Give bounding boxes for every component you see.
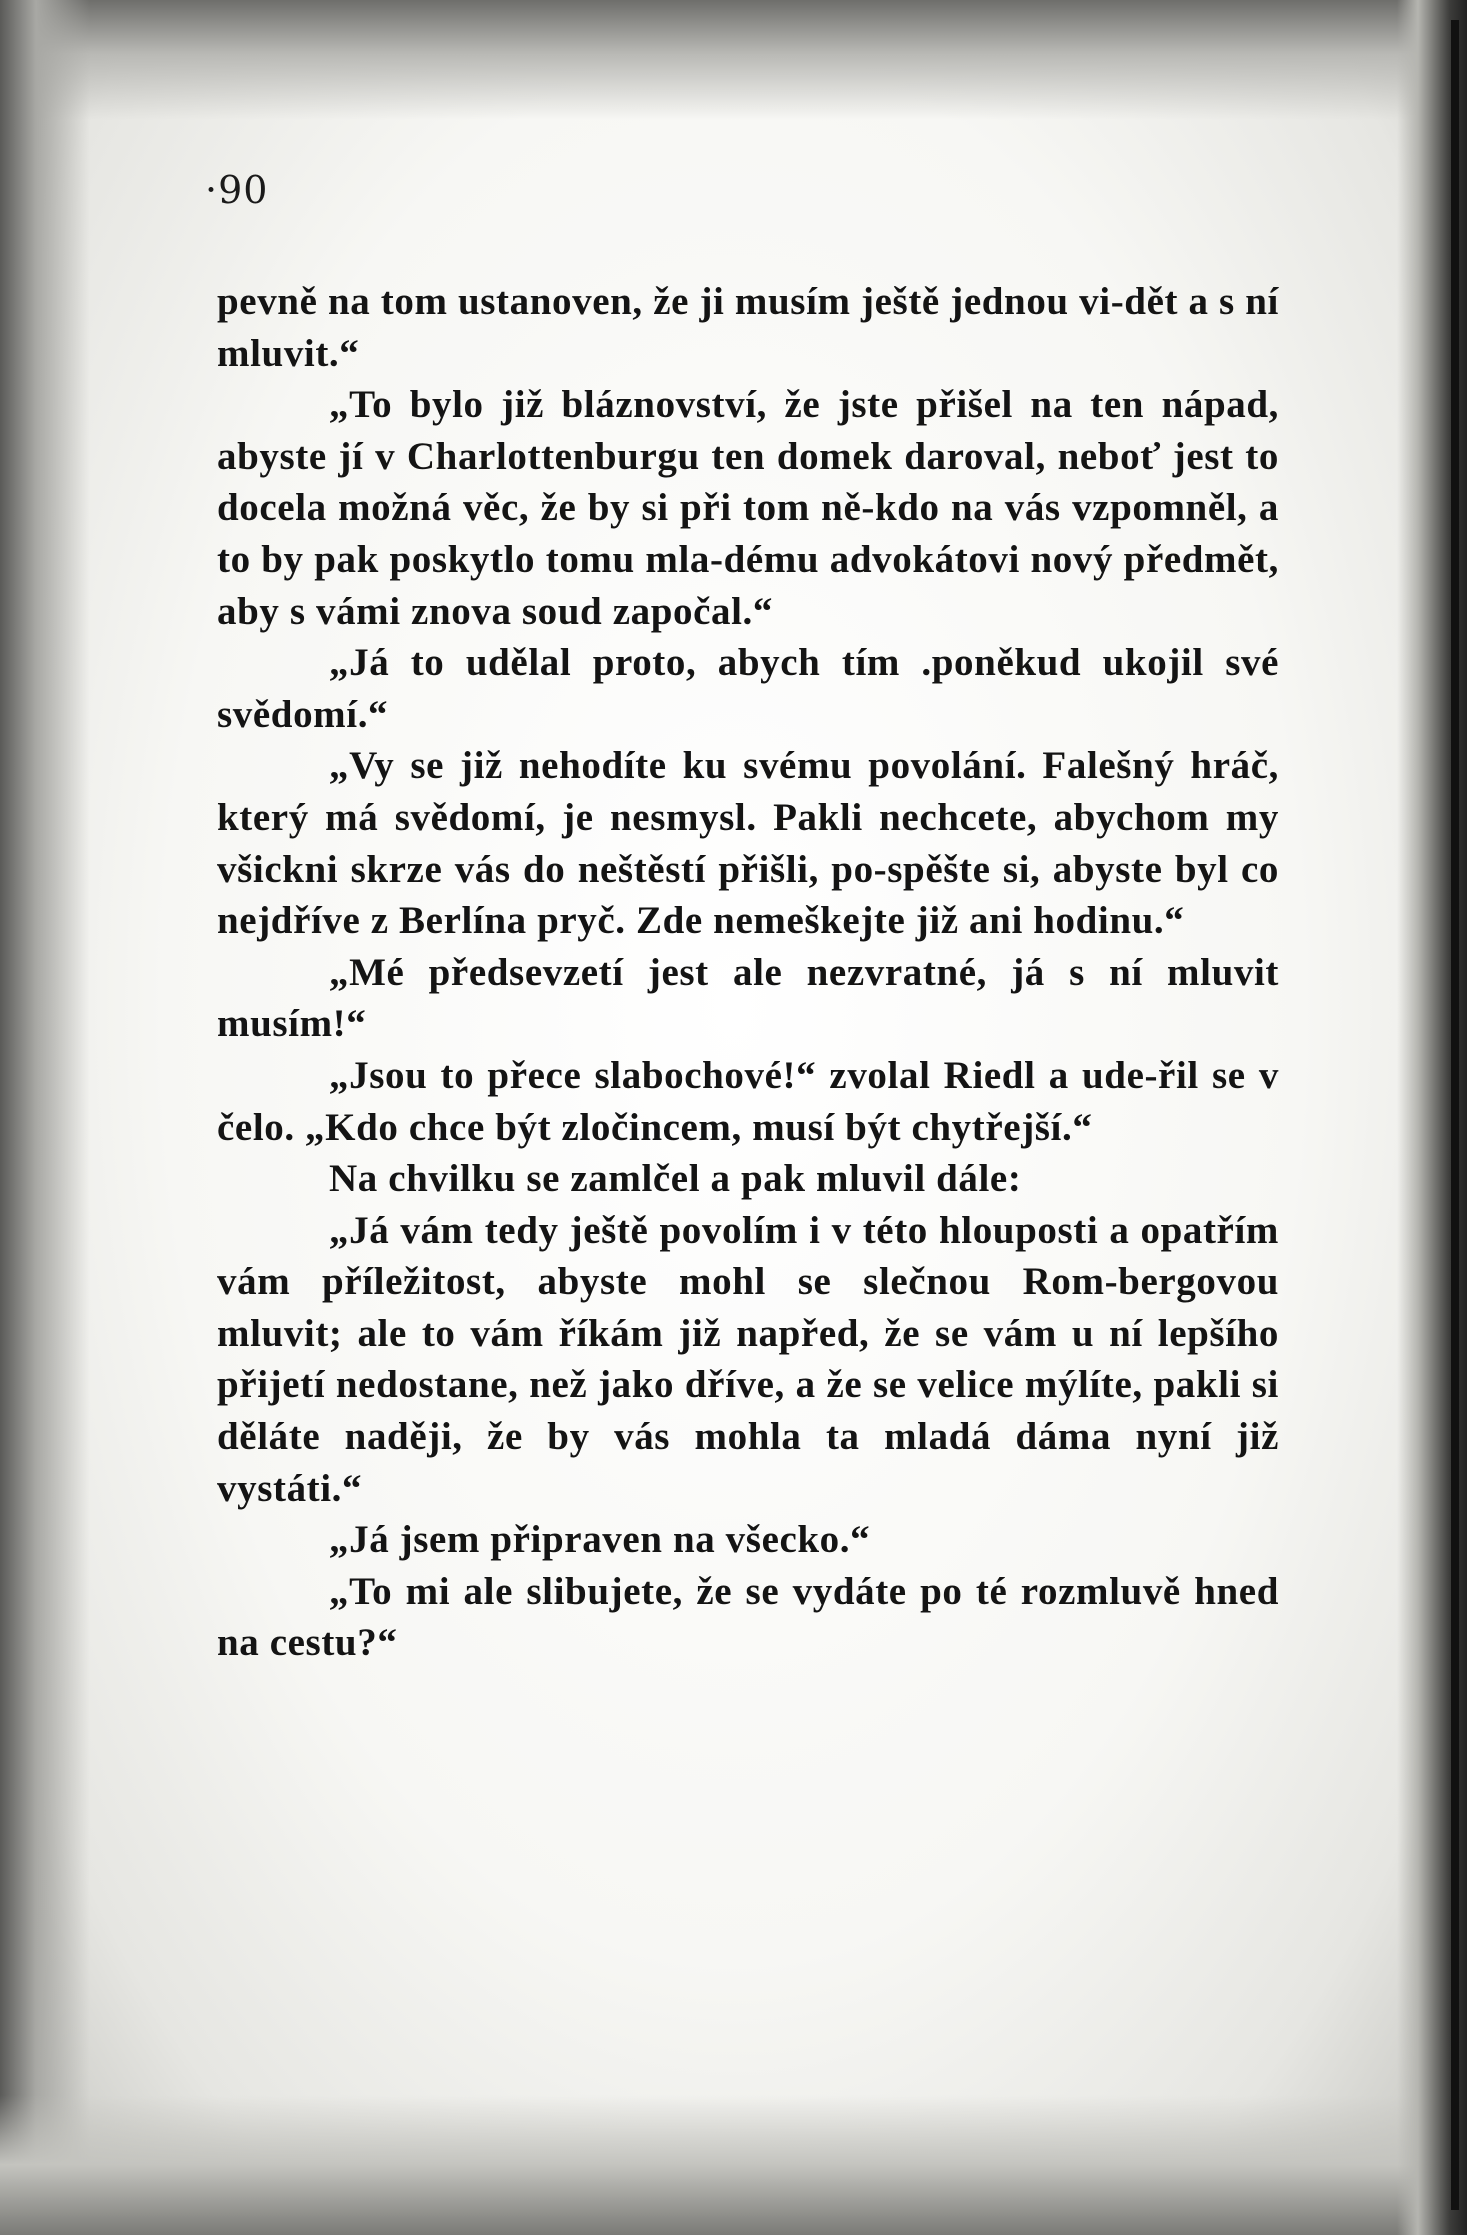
paragraph-5: „Mé předsevzetí jest ale nezvratné, já s ní mluvit musím!“ bbox=[217, 950, 1279, 1046]
scan-shadow-bottom bbox=[0, 2095, 1467, 2235]
page-number: ·90 bbox=[205, 168, 269, 212]
scan-shadow-top bbox=[0, 0, 1467, 120]
body-text bbox=[217, 276, 1279, 1669]
paragraph-1: pevně na tom ustanoven, že ji musím ještě jednou vi-dět a s ní mluvit.“ bbox=[217, 280, 1279, 375]
paragraph-8: „Já vám tedy ještě povolím i v této hlouposti a opatřím vám příležitost, abyste mohl se slečnou Rom-bergovou mluvit; ale to vám říkám již napřed, že se vám u ní lepšího přijetí nedostane, než jako dříve, a že se velice mýlíte, pakli si děláte naději, že by vás mohla ta mladá dáma nyní již vystáti.“ bbox=[217, 1208, 1279, 1510]
paragraph-4: „Vy se již nehodíte ku svému povolání. Falešný hráč, který má svědomí, je nesmysl. Pakli nechcete, abychom my všickni skrze vás do neštěstí přišli, po-spěšte si, abyste byl co nejdříve z Berlína pryč. Zde nemeškejte již ani hodinu.“ bbox=[217, 744, 1279, 943]
page-binding-edge bbox=[1451, 20, 1459, 2210]
paragraph-6: „Jsou to přece slabochové!“ zvolal Riedl a ude-řil se v čelo. „Kdo chce být zločincem, musí být chytřejší.“ bbox=[217, 1053, 1279, 1149]
paragraph-3: „Já to udělal proto, abych tím .poněkud ukojil své svědomí.“ bbox=[217, 641, 1279, 736]
paragraph-9: „Já jsem připraven na všecko.“ bbox=[329, 1518, 871, 1562]
paragraph-10: „To mi ale slibujete, že se vydáte po té rozmluvě hned na cestu?“ bbox=[217, 1569, 1279, 1665]
scan-shadow-left bbox=[0, 0, 90, 2235]
paragraph-7: Na chvilku se zamlčel a pak mluvil dále: bbox=[329, 1157, 1022, 1201]
paragraph-2: „To bylo již bláznovství, že jste přišel na ten nápad, abyste jí v Charlottenburgu ten domek daroval, neboť jest to docela možná věc, že by si při tom ně-kdo na vás vzpomněl, a to by pak poskytlo tomu mla-dému advokátovi nový předmět, aby s vámi znova soud započal.“ bbox=[217, 383, 1279, 633]
